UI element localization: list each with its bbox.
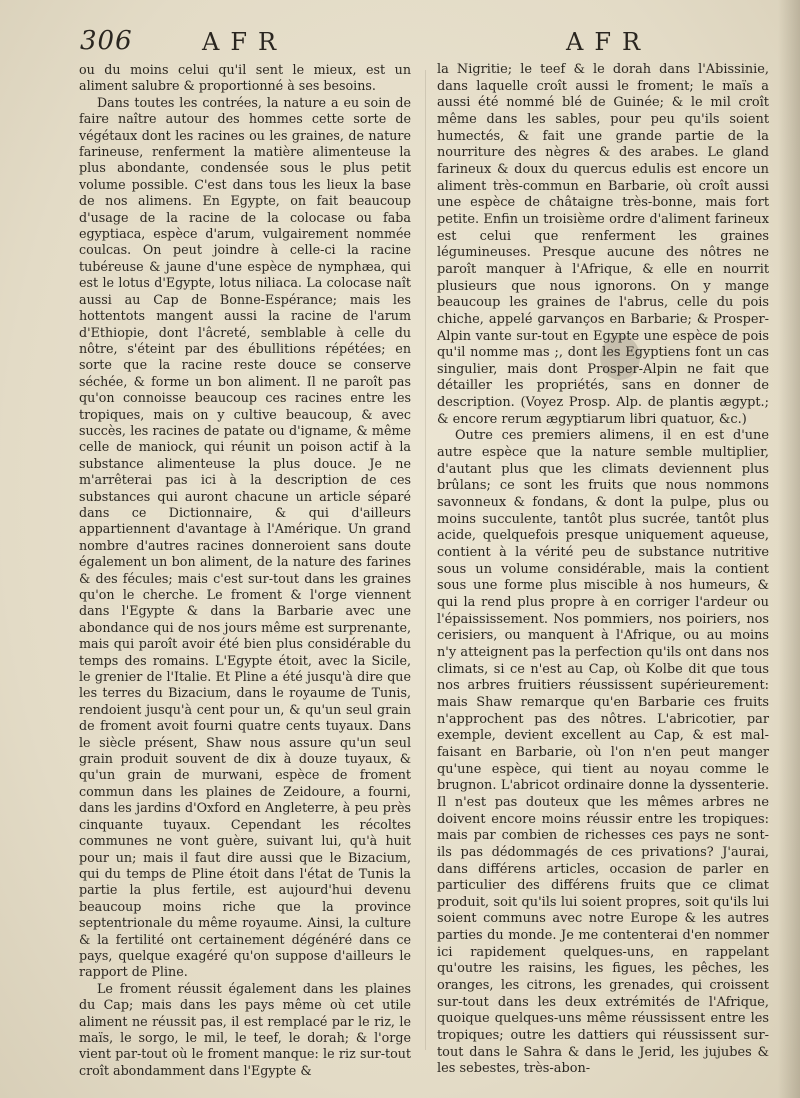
page-number: 306 [80, 26, 133, 56]
column-gutter [425, 70, 426, 1050]
paragraph: ou du moins celui qu'il sent le mieux, est un aliment salubre & proportionné à ses besoins. [79, 62, 411, 94]
right-column [437, 62, 769, 1078]
page-edge-shadow [778, 0, 800, 1098]
paragraph: Outre ces premiers alimens, il en est d'une autre espèce que la nature semble multiplier, d'autant plus que les climats deviennent plus brûlans; ce sont les fruits que nous nommons savonneux & fondans, & dont la pulpe, plus ou moins succulente, tantôt plus sucrée, tantôt plus acide, quelquefois presque uniquement aqueuse, contient à la vérité peu de substance nutritive sous un volume considérable, mais la contient sous une forme plus miscible à nos humeurs, & qui la rend plus propre à en corriger l'ardeur ou l'épaississement. Nos pommiers, nos poiriers, nos cerisiers, ou manquent à l'Afrique, ou au moins n'y atteignent pas la perfection qu'ils ont dans nos climats, si ce n'est au Cap, où Kolbe dit que tous nos arbres fruitiers réussissent supérieurement: mais Shaw remarque qu'en Barbarie ces fruits n'approchent pas des nôtres. L'abricotier, par exemple, devient excellent au Cap, & est mal-faisant en Barbarie, où l'on n'en peut manger qu'une espèce, qui tient au noyau comme le brugnon. L'abricot ordinaire donne la dyssenterie. Il n'est pas douteux que les mêmes arbres ne doivent encore moins réussir entre les tropiques: mais par combien de richesses ces pays ne sont-ils pas dédommagés de ces privations? J'aurai, dans différens articles, occasion de parler en particulier des différens fruits que ce climat produit, soit qu'ils lui soient propres, soit qu'ils lui soient communs avec notre Europe & les autres parties du monde. Je me contenterai d'en nommer ici rapidement quelques-uns, en rappelant qu'outre les raisins, les figues, les pêches, les oranges, les citrons, les grenades, qui croissent sur-tout dans les deux extrémités de l'Afrique, quoique quelques-uns même réussissent entre les tropiques; outre les dattiers qui réussissent sur-tout dans le Sahra & dans le Jerid, les jujubes & les sebestes, très-abon- [437, 428, 769, 1077]
page-header [0, 26, 800, 62]
running-head-left: AFR [202, 28, 288, 56]
left-column [79, 62, 411, 1079]
running-head-right: AFR [566, 28, 652, 56]
paragraph: Le froment réussit également dans les plaines du Cap; mais dans les pays même où cet utile aliment ne réussit pas, il est remplacé par le riz, le maïs, le sorgo, le mil, le teef, le dorah; & l'orge vient par-tout où le froment manque: le riz sur-tout croît abondamment dans l'Egypte & [79, 980, 411, 1078]
ink-stain [600, 335, 640, 380]
paragraph: Dans toutes les contrées, la nature a eu soin de faire naître autour des hommes cette sorte de végétaux dont les racines ou les graines, de nature farineuse, renferment la matière alimenteuse la plus abondante, condensée sous le plus petit volume possible. C'est dans tous les lieux la base de nos alimens. En Egypte, on fait beaucoup d'usage de la racine de la colocase ou faba egyptiaca, espèce d'arum, vulgairement nommée coulcas. On peut joindre à celle-ci la racine tubéreuse & jaune d'une espèce de nymphæa, qui est le lotus d'Egypte, lotus niliaca. La colocase naît aussi au Cap de Bonne-Espérance; mais les hottentots mangent aussi la racine de l'arum d'Ethiopie, dont l'âcreté, semblable à celle du nôtre, s'éteint par des ébullitions répétées; en sorte que la racine reste douce se conserve séchée, & forme un bon aliment. Il ne paroît pas qu'on connoisse beaucoup ces racines entre les tropiques, mais on y cultive beaucoup, & avec succès, les racines de patate ou d'igname, & même celle de maniock, qui réunit un poison actif à la substance alimenteuse la plus douce. Je ne m'arrêterai pas ici à la description de ces substances qui auront chacune un article séparé dans ce Dictionnaire, & qui d'ailleurs appartiennent d'avantage à l'Amérique. Un grand nombre d'autres racines donneroient sans doute également un bon aliment, de la nature des farines & des fécules; mais c'est sur-tout dans les graines qu'on le cherche. Le froment & l'orge viennent dans l'Egypte & dans la Barbarie avec une abondance qui de nos jours même est surprenante, mais qui paroît avoir été bien plus considérable du temps des romains. L'Egypte étoit, avec la Sicile, le grenier de l'Italie. Et Pline a été jusqu'à dire que les terres du Bizacium, dans le royaume de Tunis, rendoient jusqu'à cent pour un, & qu'un seul grain de froment avoit fourni quatre cents tuyaux. Dans le siècle présent, Shaw nous assure qu'un seul grain produit souvent de dix à douze tuyaux, & qu'un grain de murwani, espèce de froment commun dans les plaines de Zeidoure, a fourni, dans les jardins d'Oxford en Angleterre, à peu près cinquante tuyaux. Cependant les récoltes communes ne vont guère, suivant lui, qu'à huit pour un; mais il faut dire aussi que le Bizacium, qui du temps de Pline étoit dans l'état de Tunis la partie la plus fertile, est aujourd'hui devenu beaucoup moins riche que la province septentrionale du même royaume. Ainsi, la culture & la fertilité ont certainement dégénéré dans ce pays, quelque exagéré qu'on suppose d'ailleurs le rapport de Pline. [79, 94, 411, 980]
paragraph: la Nigritie; le teef & le dorah dans l'Abissinie, dans laquelle croît aussi le froment; le maïs a aussi été nommé blé de Guinée; & le mil croît même dans les sables, pour peu qu'ils soient humectés, & fait une grande partie de la nourriture des nègres & des arabes. Le gland farineux & doux du quercus edulis est encore un aliment très-commun en Barbarie, où croît aussi une espèce de châtaigne très-bonne, mais fort petite. Enfin un troisième ordre d'aliment farineux est celui que renferment les graines légumineuses. Presque aucune des nôtres ne paroît manquer à l'Afrique, & elle en nourrit plusieurs que nous ignorons. On y mange beaucoup les graines de l'abrus, celle du pois chiche, appelé garvanços en Barbarie; & Prosper-Alpin vante sur-tout en Egypte une espèce de pois qu'il nomme mas ;, dont les Egyptiens font un cas singulier, mais dont Prosper-Alpin ne fait que détailler les propriétés, sans en donner de description. (Voyez Prosp. Alp. de plantis ægypt.; & encore rerum ægyptiarum libri quatuor, &c.) [437, 62, 769, 427]
